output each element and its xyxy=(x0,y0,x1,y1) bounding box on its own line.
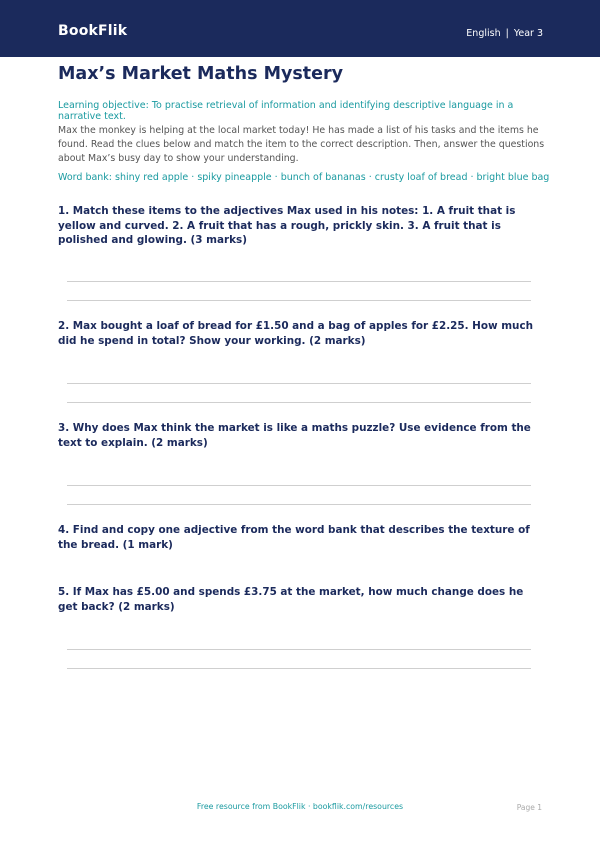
brand-logo[interactable]: BookFlik xyxy=(58,23,128,39)
question-2: 2. Max bought a loaf of bread for £1.50 and a bag of apples for £2.25. How much did he spend in total? Show your working. (2 marks) xyxy=(58,320,534,347)
word-bank: Word bank: shiny red apple · spiky pineapple · bunch of bananas · crusty loaf of bread · bright blue bag xyxy=(58,172,550,183)
question-5: 5. If Max has £5.00 and spends £3.75 at the market, how much change does he get back? (2 marks) xyxy=(58,586,524,613)
question-4: 4. Find and copy one adjective from the word bank that describes the texture of the bread. (1 mark) xyxy=(58,524,530,551)
header-bar xyxy=(0,0,600,57)
footer-credit[interactable]: Free resource from BookFlik · bookflik.com/resources xyxy=(196,802,404,811)
answer-line[interactable] xyxy=(67,383,531,384)
answer-line[interactable] xyxy=(67,402,531,403)
page-number: Page 1 xyxy=(516,803,542,812)
question-3: 3. Why does Max think the market is like a maths puzzle? Use evidence from the text to explain. (2 marks) xyxy=(58,422,531,449)
intro-paragraph: Max the monkey is helping at the local market today! He has made a list of his tasks and the items he found. Read the clues below and match the item to the correct description. Then, answer the questions about Max’s busy day to show your understanding. xyxy=(58,125,545,164)
page-title: Max’s Market Maths Mystery xyxy=(58,64,344,84)
answer-line[interactable] xyxy=(67,668,531,669)
answer-line[interactable] xyxy=(67,649,531,650)
header-meta xyxy=(466,28,543,39)
learning-objective: Learning objective: To practise retrieval of information and identifying descriptive language in a narrative text. xyxy=(58,100,514,122)
answer-line[interactable] xyxy=(67,485,531,486)
subject-label: English xyxy=(466,28,501,39)
answer-line[interactable] xyxy=(67,504,531,505)
year-label: Year 3 xyxy=(513,28,543,39)
answer-line[interactable] xyxy=(67,281,531,282)
answer-line[interactable] xyxy=(67,300,531,301)
header-separator: | xyxy=(505,28,509,39)
question-1: 1. Match these items to the adjectives Max used in his notes: 1. A fruit that is yellow and curved. 2. A fruit that has a rough, prickly skin. 3. A fruit that is polished and glowing. (3 marks) xyxy=(58,205,516,246)
